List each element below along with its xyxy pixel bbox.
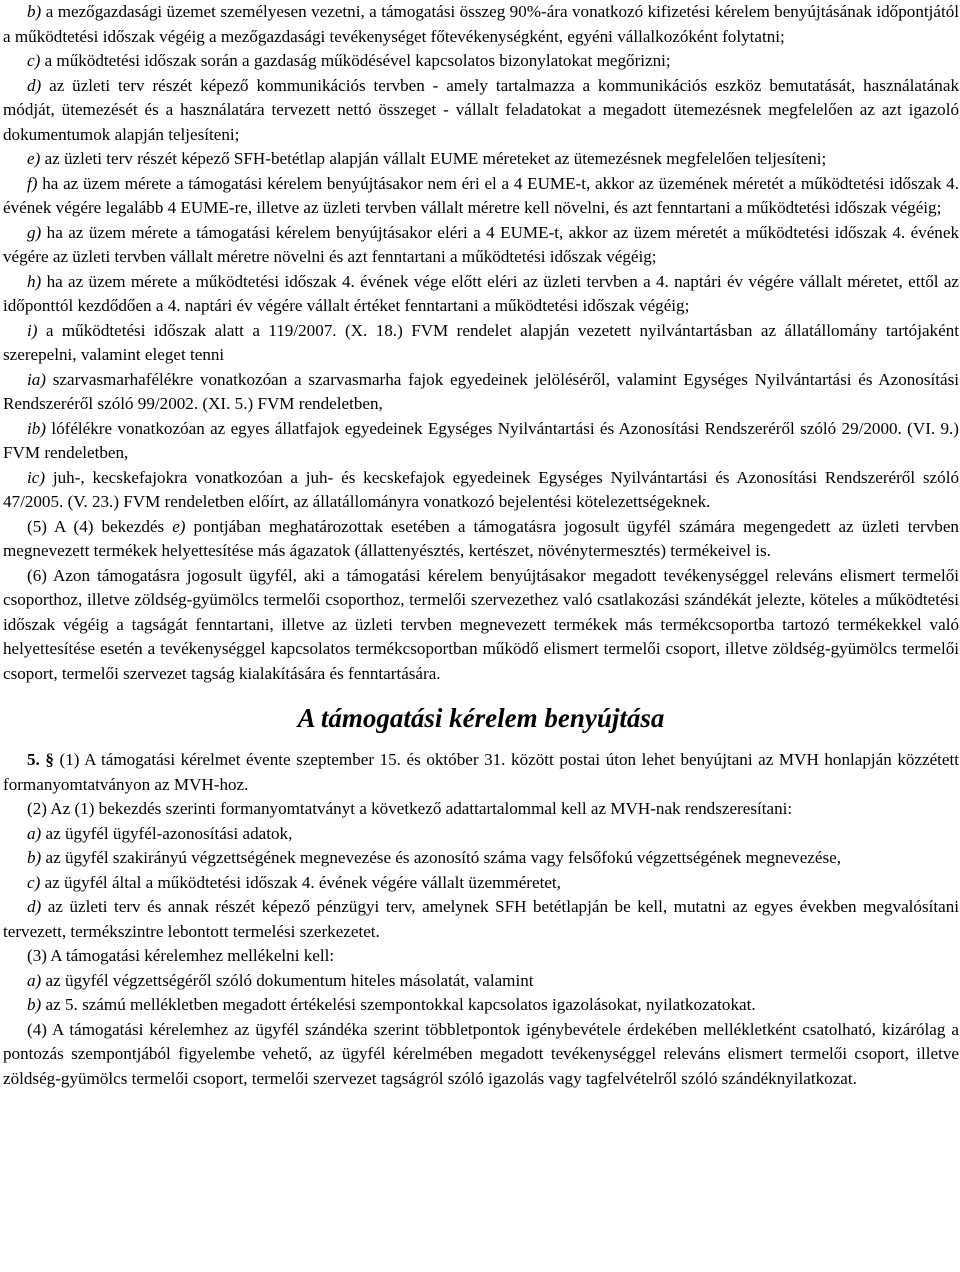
paragraph-text: pontjában meghatározottak esetében a támogatásra jogosult ügyfél számára megengedett az üzleti tervben megnevezett termékek helyettesítése más ágazatok (állattenyésztés, kertészet, növénytermesztés) termékeivel is. [3,516,959,560]
item-text: szarvasmarhafélékre vonatkozóan a szarvasmarha fajok egyedeinek jelöléséről, valamint Egységes Nyilvántartási és Azonosítási Rendszeréről szóló 99/2002. (XI. 5.) FVM rendeletben, [3,369,959,413]
item-text: az ügyfél által a működtetési időszak 4. évének végére vállalt üzemméretet, [44,872,561,892]
section-heading: A támogatási kérelem benyújtása [297,703,665,733]
clause-ic [3,466,959,515]
list-item [3,846,959,871]
paragraph-5 [3,515,959,564]
section-5-paragraph-1 [3,748,959,797]
item-marker: b) [27,995,42,1014]
clause-i [3,319,959,368]
item-marker: e) [27,149,41,168]
item-text: ha az üzem mérete a működtetési időszak 4. évének vége előtt eléri az üzleti tervben a 4. naptári év végére vállalt méretet, ettől az időponttól kezdődően a 4. naptári év végére vállalt értéket fenntartani a működtetési időszak végéig; [3,271,960,315]
list-item [3,871,959,896]
item-marker: e) [172,516,186,536]
item-text: ha az üzem mérete a támogatási kérelem benyújtásakor eléri a 4 EUME-t, akkor az üzem méretét a működtetési időszak 4. évének végére az üzleti tervben vállalt méretre növelni és azt fenntartani a működtetési időszak végéig; [3,222,959,266]
paragraph-6: (6) Azon támogatásra jogosult ügyfél, aki a támogatási kérelem benyújtásakor megadott tevékenységgel releváns elismert termelői csoporthoz, illetve zöldség-gyümölcs termelői csoporthoz, termelői szervezethez való csatlakozási szándékát jelezte, köteles a működtetési időszak végéig a tagságát fenntartani, illetve az üzleti tervben megnevezett termékek más termékcsoportba tartozó termékekkel való helyettesítése esetén a tevékenységgel kapcsolatos termékcsoportban működő elismert termelői csoport, illetve zöldség-gyümölcs termelői csoport, termelői szervezet tagság kialakítására és fenntartására. [3,565,959,683]
clause-ia [3,368,959,417]
item-text: a működtetési időszak során a gazdaság működésével kapcsolatos bizonylatokat megőrizni; [44,51,671,70]
item-text: az ügyfél szakirányú végzettségének megnevezése és azonosító száma vagy felsőfokú végzettségének megnevezése, [45,848,841,867]
clause-b [3,0,959,49]
item-text: az üzleti terv részét képező SFH-betétlap alapján vállalt EUME méreteket az ütemezésnek megfelelően teljesíteni; [44,149,827,168]
item-marker: b) [27,2,42,21]
item-text: lófélékre vonatkozóan az egyes állatfajok egyedeinek Egységes Nyilvántartási és Azonosítási Rendszeréről szóló 29/2000. (VI. 9.) FVM rendeletben, [3,418,960,462]
item-marker: i) [27,320,38,340]
item-text: az üzleti terv részét képező kommunikációs tervben - amely tartalmazza a kommunikációs eszköz bemutatását, használatának módját, ütemezését és a használatára tervezett nettó összeget - vállalt feladatokat a megadott ütemezésnek megfelelően az azt igazoló dokumentumok alapján teljesíteni; [3,75,959,144]
clause-c [3,49,959,74]
item-marker: c) [27,872,41,892]
item-marker: d) [27,75,42,95]
list-item [3,822,959,847]
clause-ib [3,417,959,466]
paragraph-text: (5) A (4) bekezdés [27,516,165,536]
item-marker: a) [27,823,42,843]
item-marker: ib) [27,418,46,438]
item-text: juh-, kecskefajokra vonatkozóan a juh- és kecskefajok egyedeinek Egységes Nyilvántartási és Azonosítási Rendszeréről szóló 47/2005. (V. 23.) FVM rendeletben előírt, az állatállományra vonatkozó bejelentési kötelezettségeknek. [3,467,959,511]
item-marker: ic) [27,467,46,487]
item-text: az üzleti terv és annak részét képező pénzügyi terv, amelynek SFH betétlapján be kell, mutatni az egyes években megvalósítani tervezett, termékszintre lebontott termelési szerkezetet. [3,897,959,941]
item-marker: g) [27,222,42,242]
item-text: a működtetési időszak alatt a 119/2007. (X. 18.) FVM rendelet alapján vezetett nyilvántartásban az állatállomány tartójaként szerepelni, valamint eleget tenni [3,320,959,364]
item-text: az ügyfél ügyfél-azonosítási adatok, [45,823,293,843]
clause-h [3,270,959,319]
section-5-paragraph-2: (2) Az (1) bekezdés szerinti formanyomtatványt a következő adattartalommal kell az MVH-nak rendszeresítani: [27,799,793,818]
section-number: 5. [27,750,40,769]
list-item [3,895,959,944]
clause-f [3,172,959,221]
clause-e [3,147,959,172]
item-marker: ia) [27,369,46,389]
clause-d [3,74,959,148]
item-text: az 5. számú mellékletben megadott értékelési szempontokkal kapcsolatos igazolásokat, nyilatkozatokat. [45,995,756,1014]
item-text: az ügyfél végzettségéről szóló dokumentum hiteles másolatát, valamint [45,970,534,990]
item-marker: f) [27,173,38,193]
list-item [3,993,959,1018]
clause-g [3,221,959,270]
list-item [3,969,959,994]
paragraph-text: (1) A támogatási kérelmet évente szeptember 15. és október 31. között postai úton lehet benyújtani az MVH honlapján közzétett formanyomtatványon az MVH-hoz. [3,750,960,794]
item-text: ha az üzem mérete a támogatási kérelem benyújtásakor nem éri el a 4 EUME-t, akkor az üzemének méretét a működtetési időszak 4. évének végére legalább 4 EUME-re, illetve az üzleti tervben vállalt méretre kell növelni, és azt fenntartani a működtetési időszak végéig; [3,173,959,217]
item-marker: b) [27,848,42,867]
section-5-paragraph-4: (4) A támogatási kérelemhez az ügyfél szándéka szerint többletpontok igénybevétele érdekében mellékletként csatolható, kizárólag a pontozás szempontjából figyelembe vehető, az ügyfél kérelmében megadott tevékenységgel releváns elismert termelői csoport, illetve zöldség-gyümölcs termelői csoport, termelői szervezet tagságról szóló igazolás vagy tagfelvételről szóló szándéknyilatkozat. [3,1019,959,1088]
section-5-paragraph-3: (3) A támogatási kérelemhez mellékelni kell: [27,946,335,965]
item-marker: c) [27,51,41,70]
item-text: a mezőgazdasági üzemet személyesen vezetni, a támogatási összeg 90%-ára vonatkozó kifizetési kérelem benyújtásának időpontjától a működtetési időszak végéig a mezőgazdasági tevékenységet főtevékenységként, egyéni vállalkozóként folytatni; [3,2,959,46]
item-marker: a) [27,970,42,990]
item-marker: d) [27,897,42,916]
item-marker: h) [27,271,42,291]
paragraph-sign: § [45,750,54,769]
